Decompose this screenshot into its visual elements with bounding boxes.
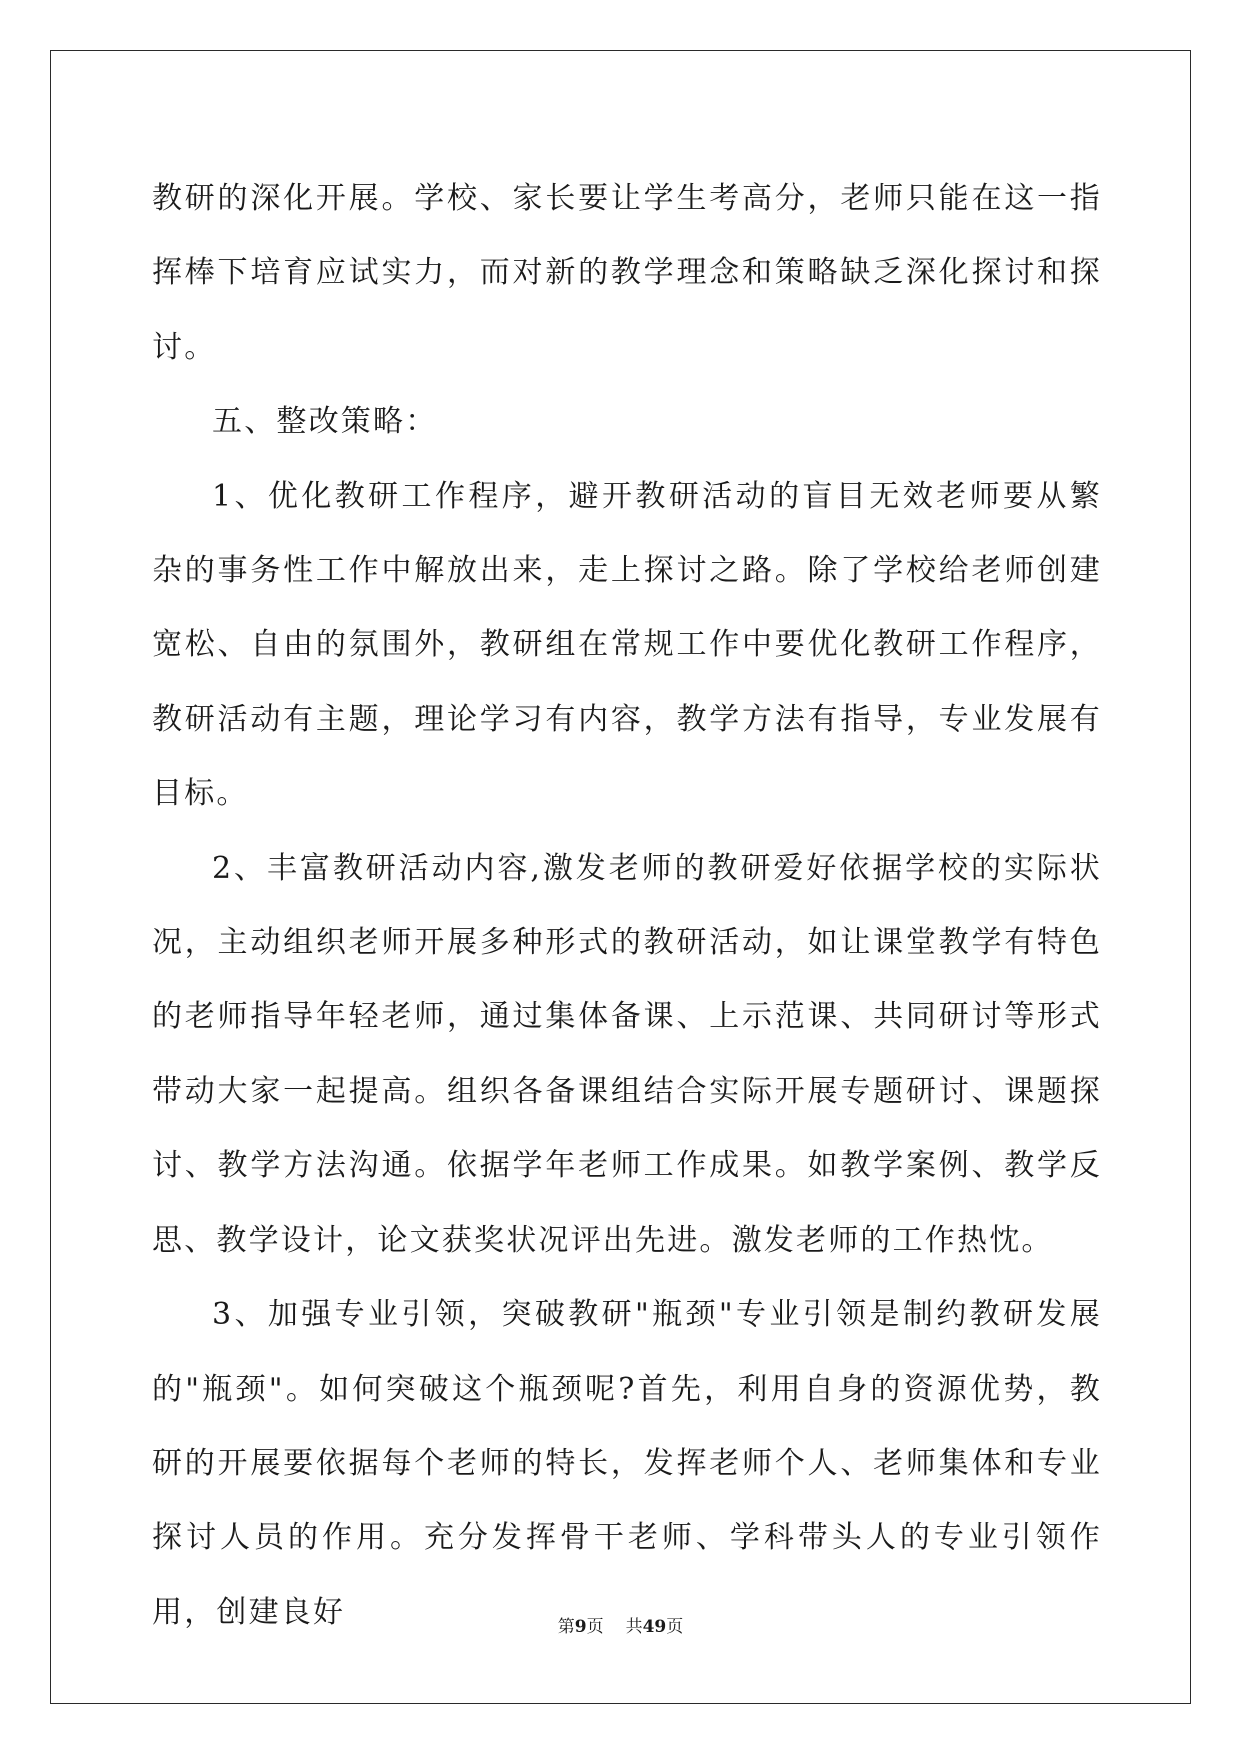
paragraph-item-1: 1、优化教研工作程序，避开教研活动的盲目无效老师要从繁杂的事务性工作中解放出来，走上探讨之路。除了学校给老师创建宽松、自由的氛围外，教研组在常规工作中要优化教研工作程序，教研活动有主题，理论学习有内容，教学方法有指导，专业发展有目标。 bbox=[152, 478, 1102, 812]
paragraph-continuation: 教研的深化开展。学校、家长要让学生考高分，老师只能在这一指挥棒下培育应试实力，而对新的教学理念和策略缺乏深化探讨和探讨。 bbox=[152, 181, 1102, 365]
page-footer bbox=[0, 1612, 1241, 1637]
total-suffix: 页 bbox=[666, 1617, 684, 1637]
section-heading: 五、整改策略： bbox=[212, 404, 438, 440]
page-prefix: 第 bbox=[557, 1617, 575, 1637]
current-page-number: 9 bbox=[574, 1617, 587, 1637]
paragraph-item-2: 2、丰富教研活动内容,激发老师的教研爱好依据学校的实际状况，主动组织老师开展多种形式的教研活动，如让课堂教学有特色的老师指导年轻老师，通过集体备课、上示范课、共同研讨等形式带动大家一起提高。组织各备课组结合实际开展专题研讨、课题探讨、教学方法沟通。依据学年老师工作成果。如教学案例、教学反思、教学设计，论文获奖状况评出先进。激发老师的工作热忱。 bbox=[152, 850, 1102, 1258]
total-prefix: 共 bbox=[625, 1617, 643, 1637]
paragraph-item-3: 3、加强专业引领，突破教研"瓶颈"专业引领是制约教研发展的"瓶颈"。如何突破这个瓶颈呢?首先，利用自身的资源优势，教研的开展要依据每个老师的特长，发挥老师个人、老师集体和专业探讨人员的作用。充分发挥骨干老师、学科带头人的专业引领作用，创建良好 bbox=[152, 1297, 1102, 1630]
document-body bbox=[152, 162, 1102, 1650]
total-page-number: 49 bbox=[642, 1617, 667, 1637]
page-suffix: 页 bbox=[586, 1617, 604, 1637]
